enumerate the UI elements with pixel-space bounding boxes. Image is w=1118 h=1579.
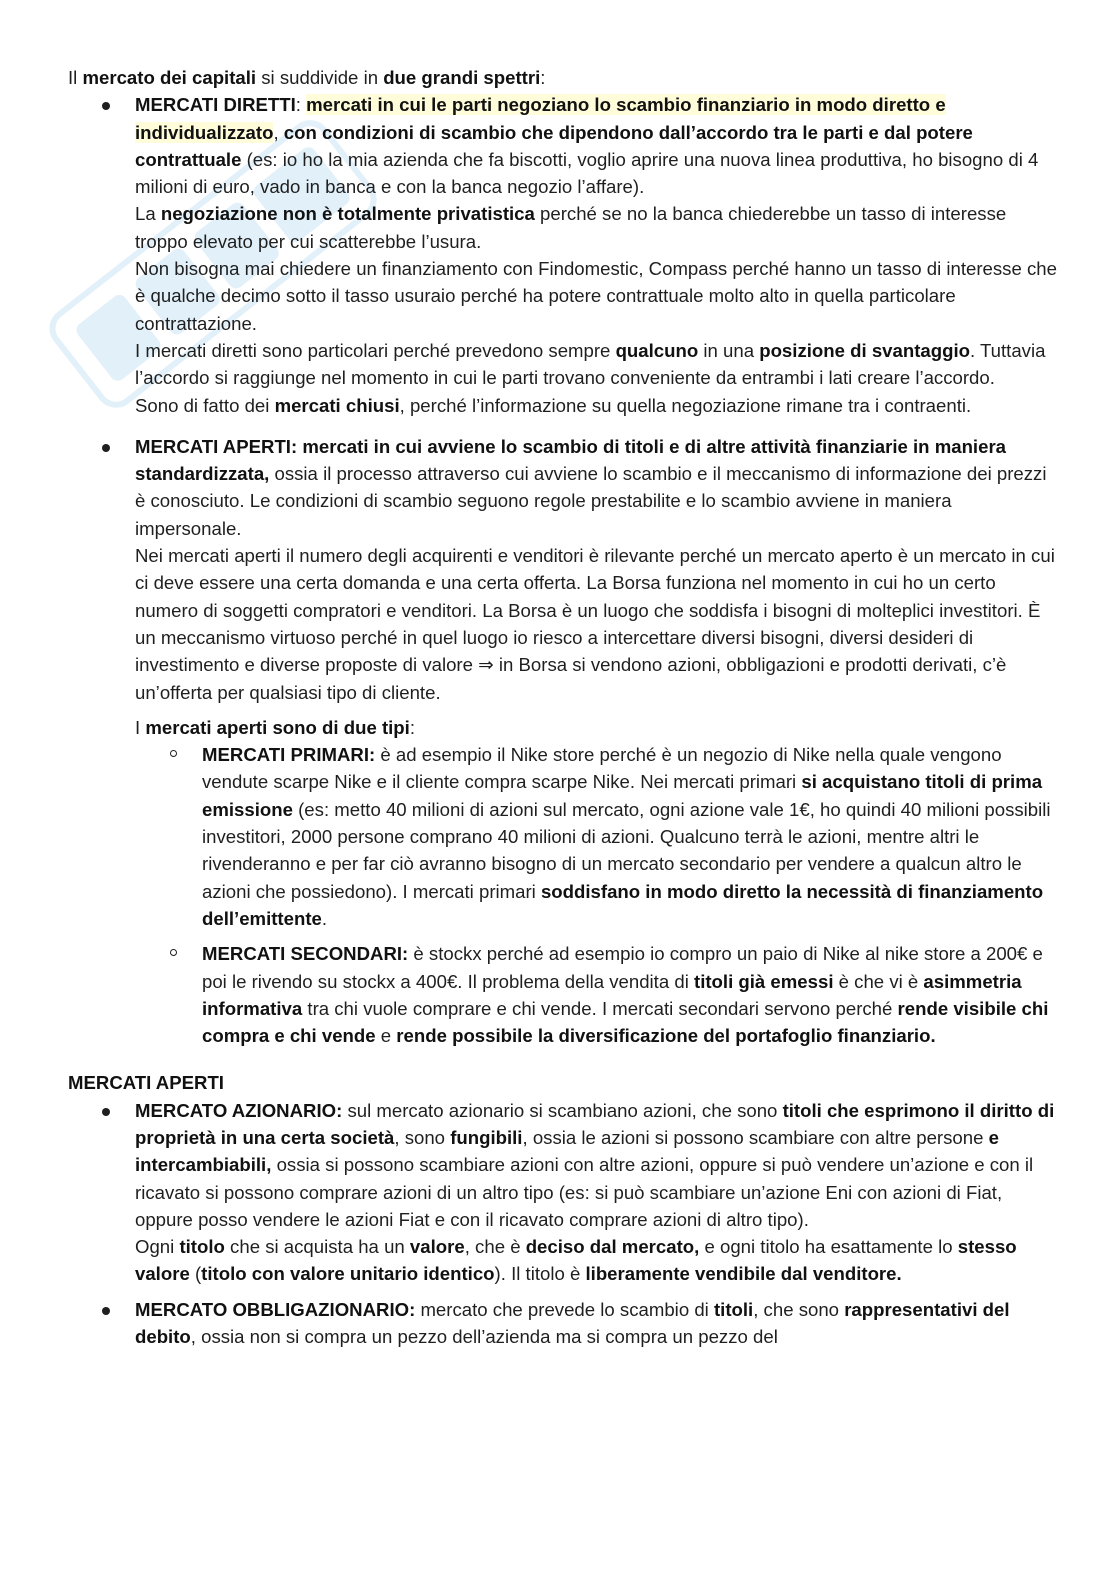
mercati-aperti-list xyxy=(68,1097,1058,1351)
bullet-icon xyxy=(102,444,110,452)
bullet-icon xyxy=(102,1307,110,1315)
intro-paragraph: Il mercato dei capitali si suddivide in due grandi spettri: xyxy=(68,67,546,88)
list-item-mercato-azionario: MERCATO AZIONARIO: sul mercato azionario si scambiano azioni, che sono titoli che esprimono il diritto di proprietà in una certa società, sono fungibili, ossia le azioni si possono scambiare con altre persone e intercambiabili, ossia si possono scambiare azioni con altre azioni, oppure si può vendere un’azione e con il ricavato si possono comprare azioni di un altro tipo (es: si può scambiare un’azione Eni con azioni di Fiat, oppure posso vendere le azioni Fiat e con il ricavato comprare azioni di altro tipo). Ogni titolo che si acquista ha un valore, che è deciso dal mercato, e ogni titolo ha esattamente lo stesso valore (titolo con valore unitario identico). Il titolo è liberamente vendibile dal venditore. xyxy=(68,1097,1058,1288)
spacer xyxy=(68,1288,1058,1296)
document-page xyxy=(68,64,1058,1350)
section-heading: MERCATI APERTI xyxy=(68,1072,224,1094)
spacer xyxy=(135,932,1058,940)
tipi-list xyxy=(135,741,1058,1049)
bullet-icon xyxy=(102,102,110,110)
bullet-icon xyxy=(102,1108,110,1116)
hollow-bullet-icon xyxy=(170,949,177,956)
list-item-mercati-secondari: MERCATI SECONDARI: è stockx perché ad esempio io compro un paio di Nike al nike store a 200€ e poi le rivendo su stockx a 400€. Il problema della vendita di titoli già emessi è che vi è asimmetria informativa tra chi vuole comprare e chi vende. I mercati secondari servono perché rende visibile chi compra e chi vende e rende possibile la diversificazione del portafoglio finanziario. xyxy=(135,940,1058,1049)
list-item-mercato-obbligazionario: MERCATO OBBLIGAZIONARIO: mercato che prevede lo scambio di titoli, che sono rappresentativi del debito, ossia non si compra un pezzo dell’azienda ma si compra un pezzo del xyxy=(68,1296,1058,1351)
hollow-bullet-icon xyxy=(170,750,177,757)
list-item-mercati-aperti: MERCATI APERTI: mercati in cui avviene lo scambio di titoli e di altre attività finanziarie in maniera standardizzata, ossia il processo attraverso cui avviene lo scambio e il meccanismo di informazione dei prezzi è conosciuto. Le condizioni di scambio seguono regole prestabilite e lo scambio avviene in maniera impersonale. Nei mercati aperti il numero degli acquirenti e venditori è rilevante perché un mercato aperto è un mercato in cui ci deve essere una certa domanda e una certa offerta. La Borsa funziona nel momento in cui ho un certo numero di soggetti compratori e venditori. La Borsa è un luogo che soddisfa i bisogni di molteplici investitori. È un meccanismo virtuoso perché in quel luogo io riesco a intercettare diversi bisogni, diversi desideri di investimento e diverse proposte di valore ⇒ in Borsa si vendono azioni, obbligazioni e prodotti derivati, c’è un’offerta per qualsiasi tipo di cliente. I mercati aperti sono di due tipi: MERCATI PRIMARI: è ad esempio il Nike store perché è un negozio di Nike nella quale vengono vendute scarpe Nike e il cliente compra scarpe Nike. Nei mercati primari si acquistano titoli di prima emissione (es: metto 40 milioni di azioni sul mercato, ogni azione vale 1€, ho quindi 40 milioni possibili investitori, 2000 persone comprano 40 milioni di azioni. Qualcuno terrà le azioni, mentre altri le rivenderanno e per far ciò avranno bisogno di un mercato secondario per vendere a qualcun altro le azioni che possiedono). I mercati primari soddisfano in modo diretto la necessità di finanziamento dell’emittente. MERCATI SECONDARI: è stockx perché ad esempio io compro un paio di Nike al nike store a 200€ e poi le rivendo su stockx a 400€. Il problema della vendita di titoli già emessi è che vi è asimmetria informativa tra chi vuole comprare e chi vende. I mercati secondari servono perché rende visibile chi compra e chi vende e rende possibile la diversificazione del portafoglio finanziario. xyxy=(68,433,1058,1050)
list-item-mercati-primari: MERCATI PRIMARI: è ad esempio il Nike store perché è un negozio di Nike nella quale vengono vendute scarpe Nike e il cliente compra scarpe Nike. Nei mercati primari si acquistano titoli di prima emissione (es: metto 40 milioni di azioni sul mercato, ogni azione vale 1€, ho quindi 40 milioni possibili investitori, 2000 persone comprano 40 milioni di azioni. Qualcuno terrà le azioni, mentre altri le rivenderanno e per far ciò avranno bisogno di un mercato secondario per vendere a qualcun altro le azioni che possiedono). I mercati primari soddisfano in modo diretto la necessità di finanziamento dell’emittente. xyxy=(135,741,1058,932)
mercati-list xyxy=(68,91,1058,1049)
list-item-mercati-diretti: MERCATI DIRETTI: mercati in cui le parti negoziano lo scambio finanziario in modo diretto e individualizzato, con condizioni di scambio che dipendono dall’accordo tra le parti e dal potere contrattuale (es: io ho la mia azienda che fa biscotti, voglio aprire una nuova linea produttiva, ho bisogno di 4 milioni di euro, vado in banca e con la banca negozio l’affare). La negoziazione non è totalmente privatistica perché se no la banca chiederebbe un tasso di interesse troppo elevato per cui scatterebbe l’usura. Non bisogna mai chiedere un finanziamento con Findomestic, Compass perché hanno un tasso di interesse che è qualche decimo sotto il tasso usuraio perché ha potere contrattuale molto alto in quella particolare contrattazione. I mercati diretti sono particolari perché prevedono sempre qualcuno in una posizione di svantaggio. Tuttavia l’accordo si raggiunge nel momento in cui le parti trovano conveniente da entrambi i lati creare l’accordo. Sono di fatto dei mercati chiusi, perché l’informazione su quella negoziazione rimane tra i contraenti. xyxy=(68,91,1058,419)
spacer xyxy=(68,419,1058,433)
